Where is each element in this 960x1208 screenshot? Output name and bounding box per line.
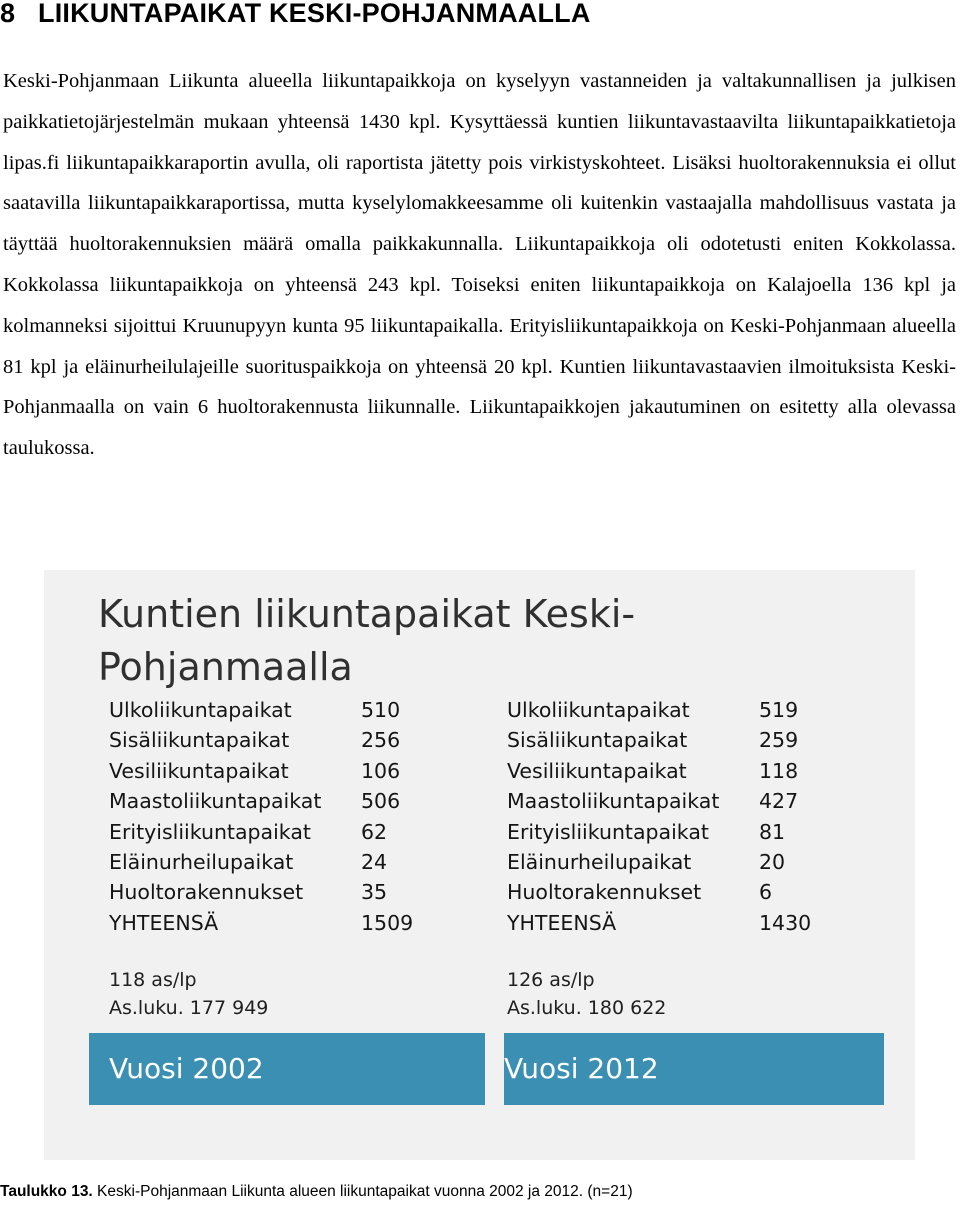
row-value: 6 [759,880,773,905]
table-row [507,817,819,847]
facilities-table-2002 [109,695,421,938]
table-row [507,756,819,786]
figure-title: Kuntien liikuntapaikat Keski-Pohjanmaalla [98,592,636,689]
row-value: 1509 [361,910,414,935]
row-label: Sisäliikuntapaikat [109,728,290,753]
table-row [507,847,819,877]
table-row [109,756,421,786]
population-count: As.luku. 177 949 [109,997,269,1019]
row-label: Huoltorakennukset [507,880,702,905]
row-label: YHTEENSÄ [109,910,219,935]
population-info-2012 [507,966,666,1022]
section-title: LIIKUNTAPAIKAT KESKI-POHJANMAALLA [38,0,591,28]
population-count: As.luku. 180 622 [507,997,667,1019]
row-value: 106 [361,758,401,783]
row-value: 256 [361,728,401,753]
row-value: 1430 [759,910,812,935]
row-value: 519 [759,698,799,722]
row-value: 35 [361,880,388,905]
table-row [109,725,421,755]
row-value: 24 [361,850,388,875]
section-number: 8 [0,0,16,28]
table-row [109,877,421,907]
row-label: Vesiliikuntapaikat [109,758,289,783]
row-label: Vesiliikuntapaikat [507,758,687,783]
table-row [109,695,421,725]
row-label: YHTEENSÄ [507,910,617,935]
table-row [507,725,819,755]
table-caption [0,1183,633,1201]
row-value: 259 [759,728,799,753]
year-banner-2002: Vuosi 2002 [89,1033,485,1105]
row-label: Erityisliikuntapaikat [507,819,709,844]
row-value: 510 [361,698,401,722]
row-value: 62 [361,819,388,844]
row-value: 118 [759,758,799,783]
row-label: Erityisliikuntapaikat [109,819,311,844]
caption-text: Keski-Pohjanmaan Liikunta alueen liikuntapaikat vuonna 2002 ja 2012. (n=21) [92,1183,633,1200]
row-label: Huoltorakennukset [109,880,304,905]
section-heading [0,0,591,29]
table-row [109,847,421,877]
table-row [507,877,819,907]
table-row [507,786,819,816]
row-label: Maastoliikuntapaikat [507,789,720,814]
table-row-total [109,908,421,938]
row-value: 506 [361,789,401,814]
row-label: Eläinurheilupaikat [109,850,294,875]
row-label: Sisäliikuntapaikat [507,728,688,753]
table-row-total [507,908,819,938]
residents-per-place: 126 as/lp [507,969,595,991]
residents-per-place: 118 as/lp [109,969,197,991]
row-value: 20 [759,850,786,875]
table-row [507,695,819,725]
row-label: Eläinurheilupaikat [507,850,692,875]
year-banner-2012: Vuosi 2012 [504,1033,884,1105]
caption-label: Taulukko 13. [0,1183,93,1200]
row-label: Ulkoliikuntapaikat [109,698,292,722]
row-value: 81 [759,819,786,844]
row-label: Ulkoliikuntapaikat [507,698,690,722]
row-value: 427 [759,789,799,814]
population-info-2002 [109,966,268,1022]
facilities-table-2012 [507,695,819,938]
sports-facilities-figure [44,570,915,1160]
table-row [109,786,421,816]
table-row [109,817,421,847]
body-paragraph: Keski-Pohjanmaan Liikunta alueella liikuntapaikkoja on kyselyyn vastanneiden ja valtakunnallisen ja julkisen paikkatietojärjestelmän mukaan yhteensä 1430 kpl. Kysyttäessä kuntien liikuntavastaavilta liikuntapaikkatietoja lipas.fi liikuntapaikkaraportin avulla, oli raportista jätetty pois virkistyskohteet. Lisäksi huoltorakennuksia ei ollut saatavilla liikuntapaikkaraportissa, mutta kyselylomakkeesamme oli kuitenkin vastaajalla mahdollisuus vastata ja täyttää huoltorakennuksien määrä omalla paikkakunnalla. Liikuntapaikkoja oli odotetusti eniten Kokkolassa. Kokkolassa liikuntapaikkoja on yhteensä 243 kpl. Toiseksi eniten liikuntapaikkoja on Kalajoella 136 kpl ja kolmanneksi sijoittui Kruunupyyn kunta 95 liikuntapaikalla. Erityisliikuntapaikkoja on Keski-Pohjanmaan alueella 81 kpl ja eläinurheilulajeille suorituspaikkoja on yhteensä 20 kpl. Kuntien liikuntavastaavien ilmoituksista Keski-Pohjanmaalla on vain 6 huoltorakennusta liikunnalle. Liikuntapaikkojen jakautuminen on esitetty alla olevassa taulukossa. [3,70,956,460]
row-label: Maastoliikuntapaikat [109,789,322,814]
